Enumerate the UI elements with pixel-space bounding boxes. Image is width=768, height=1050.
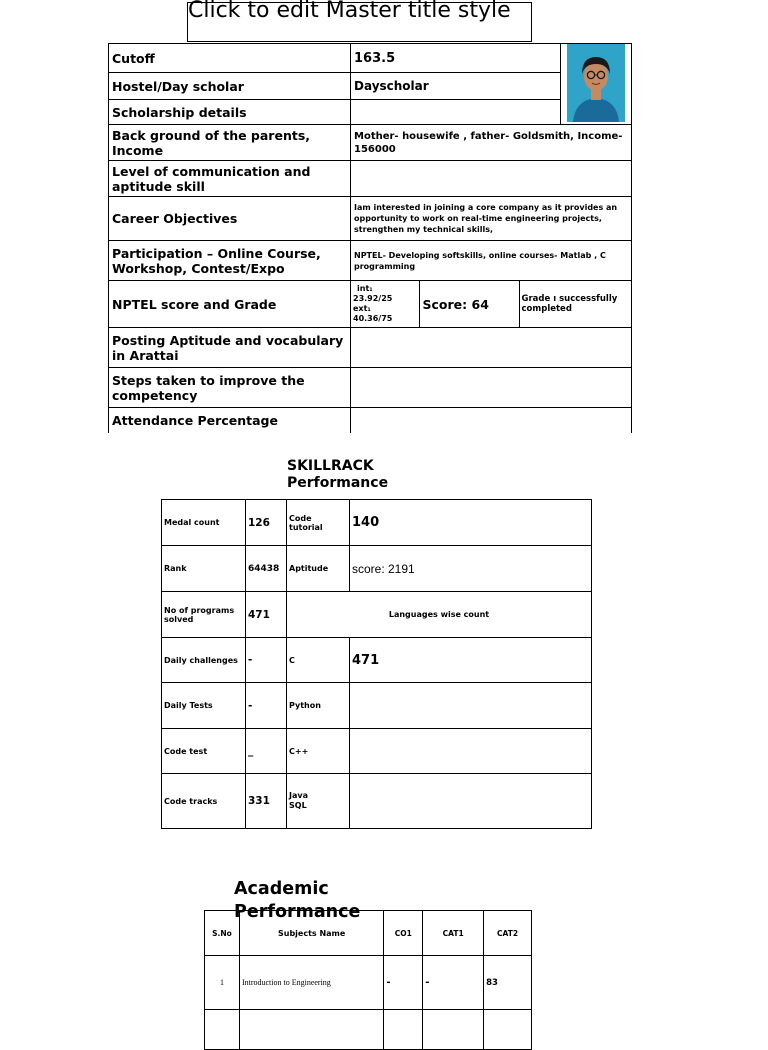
nptel-ext-label: ext₁ [353, 304, 371, 313]
profile-label: Back ground of the parents, Income [109, 125, 351, 161]
academic-sno [205, 1010, 240, 1050]
master-title-text: Click to edit Master title style [188, 0, 511, 23]
skillrack-value: - [246, 683, 287, 729]
skillrack-value: 331 [246, 774, 287, 829]
skillrack-value2 [350, 774, 592, 829]
profile-label: Steps taken to improve the competency [109, 368, 351, 408]
skillrack-row [162, 500, 592, 546]
profile-value [351, 408, 632, 433]
profile-row-arattai [109, 328, 632, 368]
profile-value [351, 368, 632, 408]
skillrack-label: Code tracks [162, 774, 246, 829]
skillrack-label: Medal count [162, 500, 246, 546]
academic-header: Subjects Name [239, 911, 383, 956]
profile-label: NPTEL score and Grade [109, 281, 351, 328]
skillrack-row [162, 546, 592, 592]
nptel-grade: Grade ı successfully completed [521, 294, 618, 314]
profile-label: Cutoff [109, 44, 351, 73]
skillrack-row [162, 592, 592, 638]
skillrack-label2: Code tutorial [287, 500, 350, 546]
skillrack-label2: C++ [287, 729, 350, 774]
skillrack-label: No of programs solved [162, 592, 246, 638]
profile-row-nptel [109, 281, 632, 328]
academic-cat1 [423, 1010, 484, 1050]
profile-row-career [109, 197, 632, 241]
skillrack-value: 64438 [246, 546, 287, 592]
academic-header-row [205, 911, 532, 956]
skillrack-label2: Java SQL [287, 774, 350, 829]
skillrack-value: 471 [246, 592, 287, 638]
skillrack-label2: Aptitude [287, 546, 350, 592]
master-title-placeholder[interactable] [187, 2, 532, 42]
skillrack-label2: Python [287, 683, 350, 729]
profile-value: 163.5 [351, 44, 561, 73]
skillrack-label: Code test [162, 729, 246, 774]
academic-subject: Introduction to Engineering [239, 956, 383, 1010]
profile-label: Career Objectives [109, 197, 351, 241]
photo-cell [561, 44, 632, 125]
skillrack-value: - [246, 638, 287, 683]
skillrack-languages-header: Languages wise count [287, 592, 592, 638]
student-profile-table [108, 43, 632, 433]
profile-row-participation [109, 241, 632, 281]
academic-heading: Academic Performance [234, 879, 361, 922]
academic-co1 [384, 1010, 423, 1050]
nptel-subtable [351, 281, 631, 327]
profile-value [351, 328, 632, 368]
skillrack-row [162, 638, 592, 683]
nptel-int-value: 23.92/25 [353, 294, 393, 303]
skillrack-table [161, 499, 592, 829]
academic-row [205, 956, 532, 1010]
skillrack-value2 [350, 729, 592, 774]
nptel-details-cell [351, 281, 632, 328]
academic-cat2 [484, 1010, 532, 1050]
skillrack-value2 [350, 683, 592, 729]
profile-label: Scholarship details [109, 100, 351, 125]
profile-label: Attendance Percentage [109, 408, 351, 433]
skillrack-label: Daily challenges [162, 638, 246, 683]
profile-row-attendance [109, 408, 632, 433]
skillrack-value2: 140 [350, 500, 592, 546]
academic-row [205, 1010, 532, 1050]
skillrack-heading: SKILLRACK Performance [287, 458, 389, 491]
academic-co1: - [384, 956, 423, 1010]
academic-header: CAT1 [423, 911, 484, 956]
profile-row-communication [109, 161, 632, 197]
nptel-score: Score: 64 [419, 281, 519, 327]
academic-sno: 1 [205, 956, 240, 1010]
skillrack-label: Daily Tests [162, 683, 246, 729]
skillrack-label: Rank [162, 546, 246, 592]
profile-label: Hostel/Day scholar [109, 73, 351, 100]
profile-row-competency [109, 368, 632, 408]
nptel-marks [351, 281, 419, 327]
profile-label: Posting Aptitude and vocabulary in Arattai [109, 328, 351, 368]
profile-label: Level of communication and aptitude skill [109, 161, 351, 197]
profile-value [351, 100, 561, 125]
profile-value [351, 161, 632, 197]
skillrack-value2: score: 2191 [350, 546, 592, 592]
skillrack-value2: 471 [350, 638, 592, 683]
skillrack-row [162, 683, 592, 729]
skillrack-value: _ [246, 729, 287, 774]
profile-row-hostel [109, 73, 632, 100]
profile-value: Dayscholar [351, 73, 561, 100]
academic-table [204, 910, 532, 1050]
nptel-ext-value: 40.36/75 [353, 314, 393, 323]
academic-subject [239, 1010, 383, 1050]
profile-row-scholarship [109, 100, 632, 125]
academic-header: CAT2 [484, 911, 532, 956]
skillrack-row [162, 729, 592, 774]
skillrack-label2: C [287, 638, 350, 683]
academic-header: S.No [205, 911, 240, 956]
academic-header: CO1 [384, 911, 423, 956]
profile-label: Participation – Online Course, Workshop, Contest/Expo [109, 241, 351, 281]
nptel-int-label: int₁ [357, 284, 373, 293]
student-photo-icon [567, 44, 625, 122]
academic-cat2: 83 [484, 956, 532, 1010]
profile-value: Mother- housewife , father- Goldsmith, Income- 156000 [351, 125, 632, 161]
skillrack-row [162, 774, 592, 829]
academic-cat1: - [423, 956, 484, 1010]
profile-value: Iam interested in joining a core company as it provides an opportunity to work on real-time engineering projects, strengthen my technical skills, [351, 197, 632, 241]
profile-row-parents [109, 125, 632, 161]
profile-value: NPTEL- Developing softskills, online courses- Matlab , C programming [351, 241, 632, 281]
skillrack-value: 126 [246, 500, 287, 546]
profile-row-cutoff [109, 44, 632, 73]
